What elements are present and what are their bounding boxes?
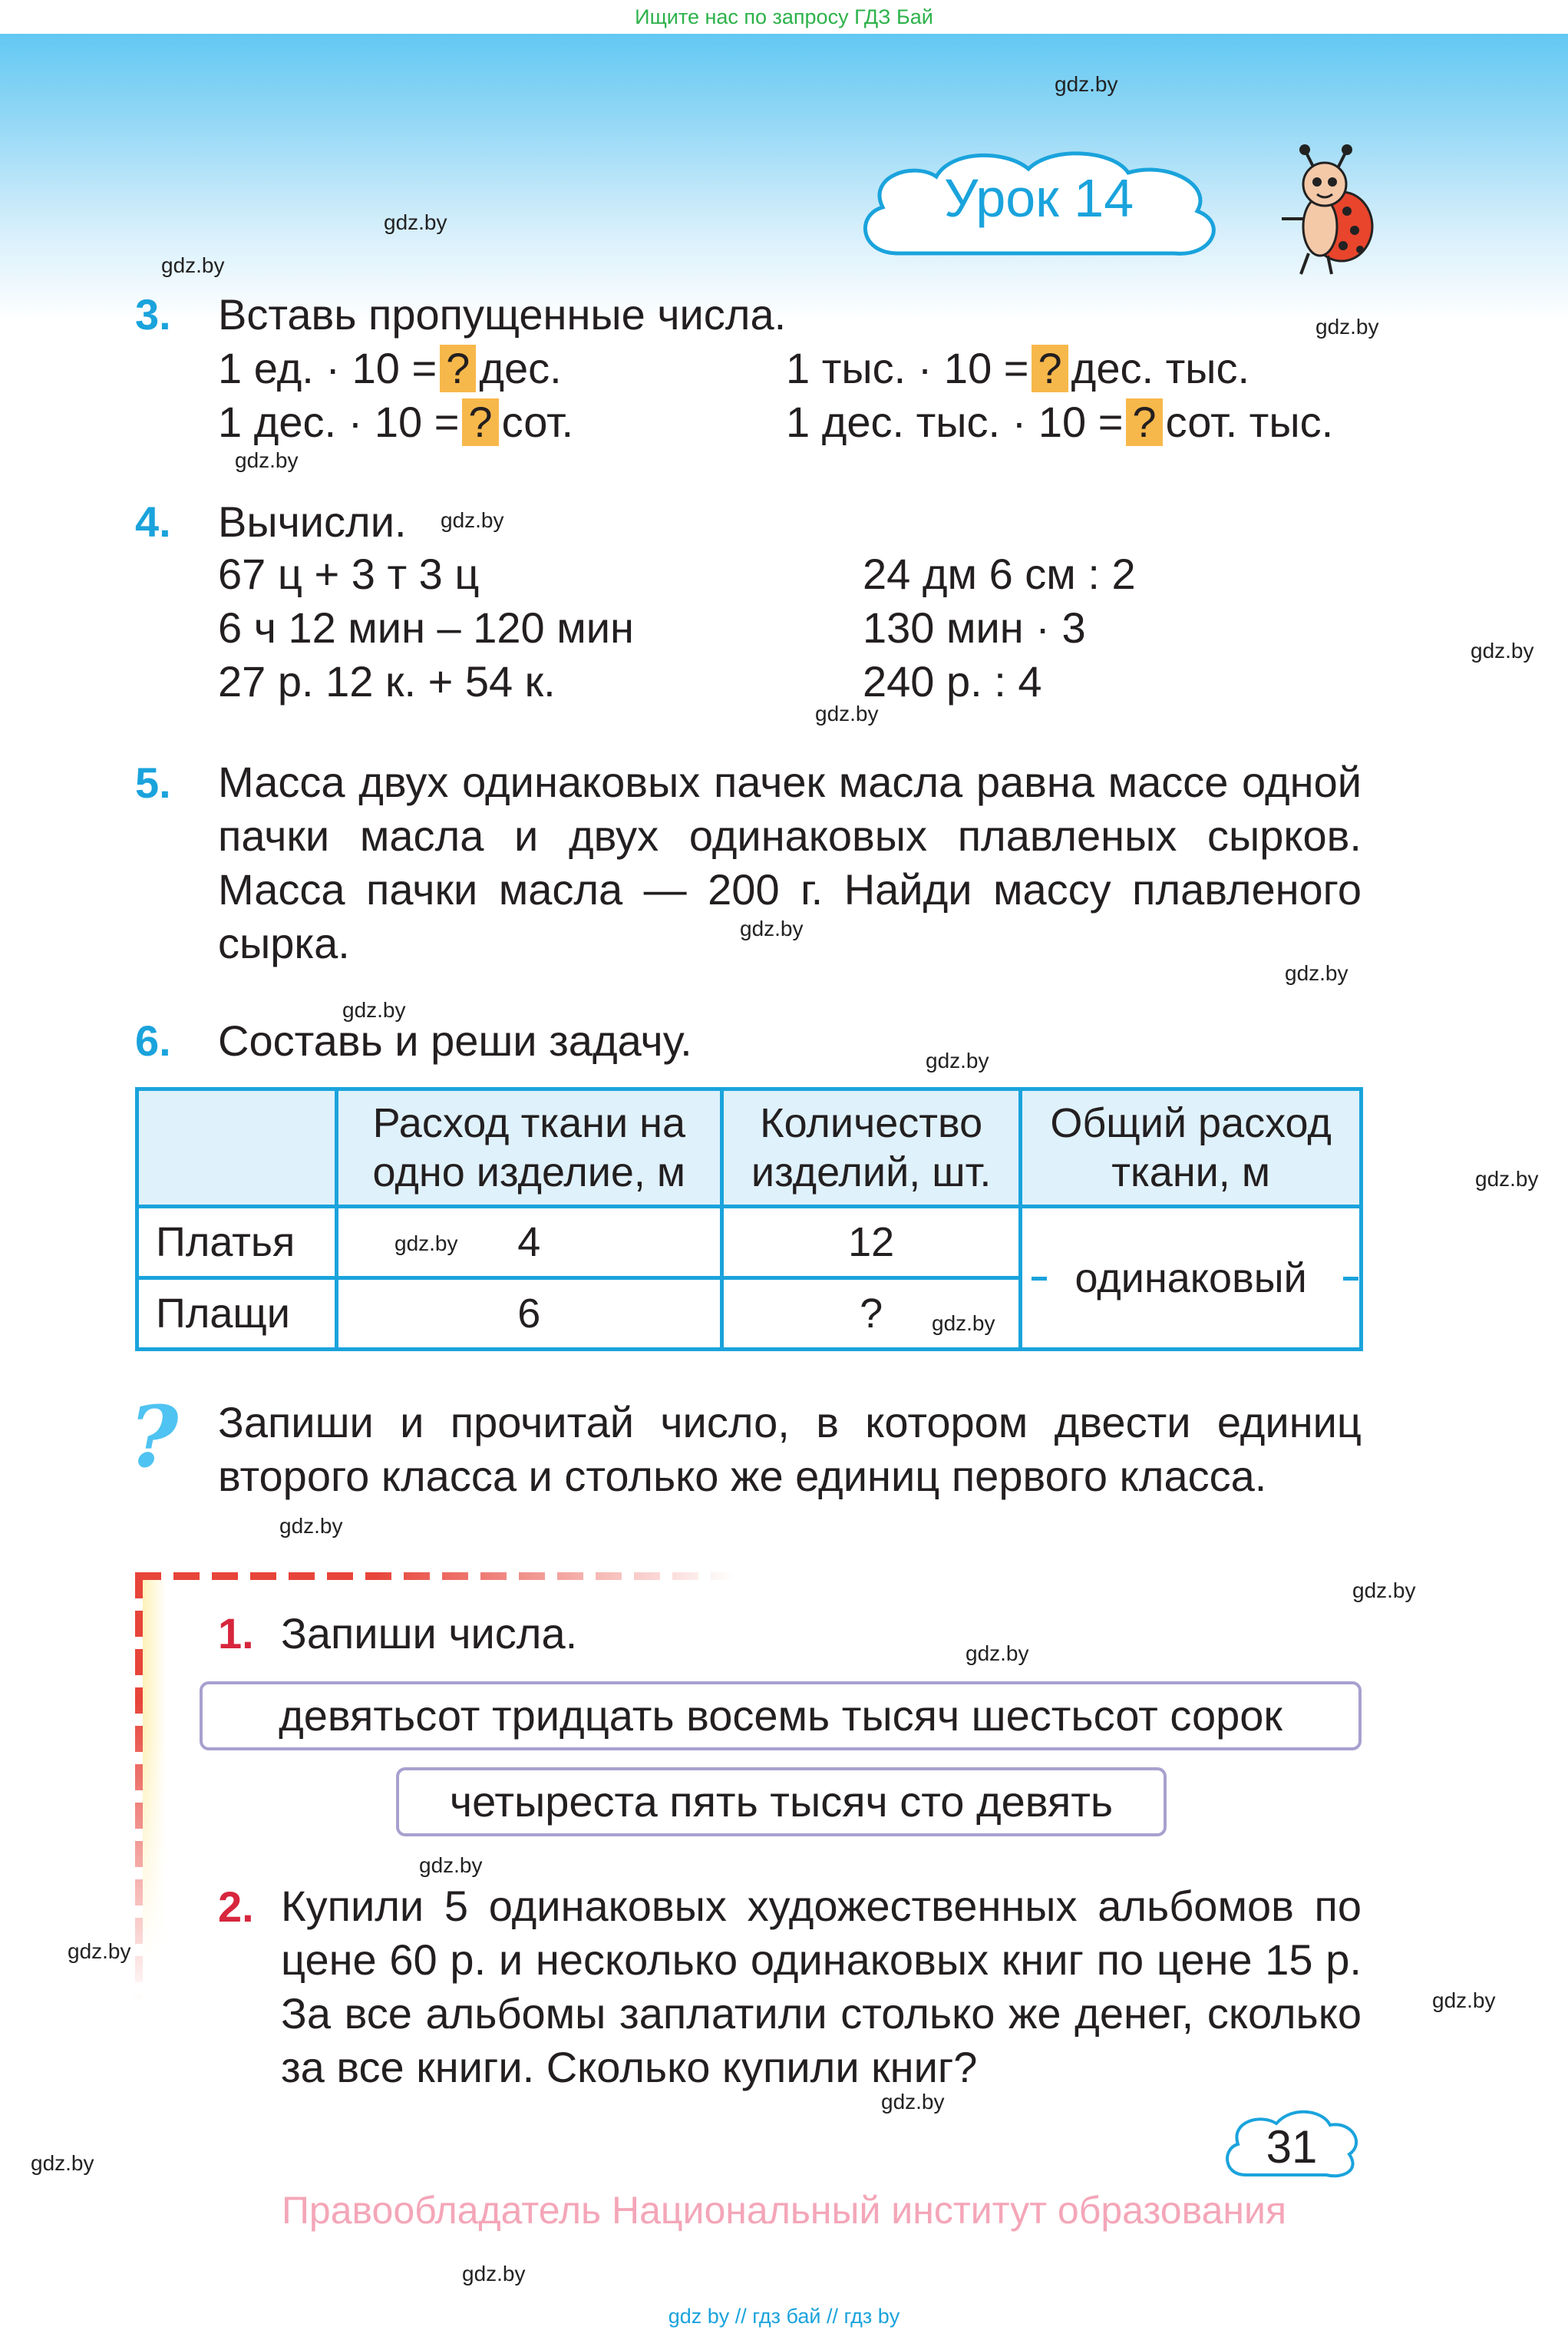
extra2-text: Купили 5 одинаковых художественных альбомов по цене 60 р. и несколько одинаковых книг по цене 15 р. За все альбомы заплатили столько же денег, сколько за все книги. Сколько купили книг? (281, 1882, 1362, 2091)
page-number: 31 (1266, 2121, 1318, 2173)
watermark: gdz.by (740, 917, 804, 940)
watermark: gdz.by (68, 1939, 131, 1963)
ex4-right-2: 130 мин · 3 (863, 603, 1086, 652)
table-header-row (137, 1089, 1362, 1207)
watermark: gdz.by (394, 1231, 458, 1255)
watermark: gdz.by (384, 210, 447, 234)
expression: 1 тыс. · 10 = (786, 344, 1029, 392)
watermark: gdz.by (881, 2090, 945, 2114)
watermark: gdz.by (926, 1049, 989, 1072)
missing-number-box[interactable]: ? (1032, 345, 1068, 392)
fabric-table (135, 1087, 1363, 1351)
missing-number-box[interactable]: ? (440, 345, 476, 392)
expression: 1 ед. · 10 = (218, 344, 437, 392)
ex4-right-3: 240 р. : 4 (863, 657, 1042, 706)
top-banner[interactable]: Ищите нас по запросу ГДЗ Бай (0, 0, 1568, 34)
ex4-number: 4. (135, 497, 171, 546)
table-cell: 6 (336, 1278, 722, 1350)
watermark: gdz.by (279, 1514, 343, 1538)
table-cell: 12 (722, 1207, 1021, 1278)
extra2-number: 2. (218, 1882, 254, 1931)
ex4-left-3: 27 р. 12 к. + 54 к. (218, 657, 556, 706)
extra1-number: 1. (218, 1609, 254, 1658)
table-cell: ? (722, 1278, 1021, 1350)
watermark: gdz.by (342, 998, 406, 1022)
total-cell: одинаковый (1021, 1207, 1362, 1350)
ex3-number: 3. (135, 290, 171, 339)
ex3-row2-right (786, 396, 1333, 448)
watermark: gdz.by (161, 253, 225, 277)
watermark: gdz.by (462, 2262, 526, 2285)
ladybug-icon (1274, 142, 1381, 280)
ex4-right-1: 24 дм 6 см : 2 (863, 550, 1136, 598)
watermark: gdz.by (932, 1311, 995, 1335)
watermark: gdz.by (1352, 1578, 1416, 1602)
ex6-title: Составь и реши задачу. (218, 1016, 692, 1065)
watermark: gdz.by (815, 702, 879, 725)
missing-number-box[interactable]: ? (462, 398, 498, 446)
ex3-row1-left (218, 342, 562, 395)
table-header-cell (137, 1089, 337, 1207)
copyright-text: Правообладатель Национальный институт образования (281, 2189, 1287, 2232)
table-header-cell: Количество изделий, шт. (722, 1089, 1021, 1207)
watermark: gdz.by (235, 448, 299, 472)
watermark: gdz.by (1285, 961, 1348, 985)
puzzle-text: Запиши и прочитай число, в котором двести единиц второго класса и столько же единиц первого класса. (218, 1398, 1362, 1500)
watermark: gdz.by (441, 508, 504, 532)
expression: 1 дес. · 10 = (218, 398, 460, 446)
dashed-border-top (135, 1572, 734, 1580)
number-words-box-1: девятьсот тридцать восемь тысяч шестьсот сорок (200, 1681, 1362, 1750)
ex5-number: 5. (135, 759, 171, 807)
watermark: gdz.by (1432, 1988, 1496, 2012)
brace-tick (1032, 1277, 1047, 1281)
bottom-links[interactable]: gdz by // гдз бай // гдз by (668, 2305, 900, 2328)
ex4-left-2: 6 ч 12 мин – 120 мин (218, 603, 634, 652)
missing-number-box[interactable]: ? (1126, 398, 1162, 446)
watermark: gdz.by (1475, 1167, 1539, 1191)
frame-shadow (143, 1580, 166, 1964)
ex4-left-1: 67 ц + 3 т 3 ц (218, 550, 480, 598)
question-mark-icon: ? (129, 1387, 179, 1486)
brace-tick (1343, 1277, 1358, 1281)
unit: дес. (479, 344, 562, 392)
ex5-text: Масса двух одинаковых пачек масла равна массе одной пачки масла и двух одинаковых плавленых сырков. Масса пачки масла — 200 г. Найди массу плавленого сырка. (218, 758, 1362, 967)
table-header-cell: Общий расход ткани, м (1021, 1089, 1362, 1207)
ex3-row1-right (786, 342, 1249, 395)
watermark: gdz.by (31, 2151, 94, 2175)
table-row (137, 1207, 1362, 1278)
watermark: gdz.by (419, 1853, 483, 1877)
table-header-cell: Расход ткани на одно изделие, м (336, 1089, 722, 1207)
watermark: gdz.by (1315, 315, 1379, 339)
unit: сот. тыс. (1165, 398, 1334, 446)
unit: дес. тыс. (1071, 344, 1250, 392)
extra1-title: Запиши числа. (281, 1609, 578, 1658)
ex3-title: Вставь пропущенные числа. (218, 290, 787, 339)
watermark: gdz.by (966, 1641, 1029, 1665)
ex6-number: 6. (135, 1016, 171, 1065)
number-words-box-2: четыреста пять тысяч сто девять (396, 1767, 1167, 1836)
row-label: Платья (137, 1207, 337, 1278)
expression: 1 дес. тыс. · 10 = (786, 398, 1124, 446)
dashed-border-left (135, 1572, 143, 2002)
ex3-row2-left (218, 396, 573, 448)
table-cell: 4 (336, 1207, 722, 1278)
ex4-title: Вычисли. (218, 497, 407, 546)
row-label: Плащи (137, 1278, 337, 1350)
watermark: gdz.by (1055, 72, 1118, 96)
watermark: gdz.by (1471, 639, 1534, 663)
lesson-title: Урок 14 (944, 168, 1134, 228)
unit: сот. (501, 398, 574, 446)
